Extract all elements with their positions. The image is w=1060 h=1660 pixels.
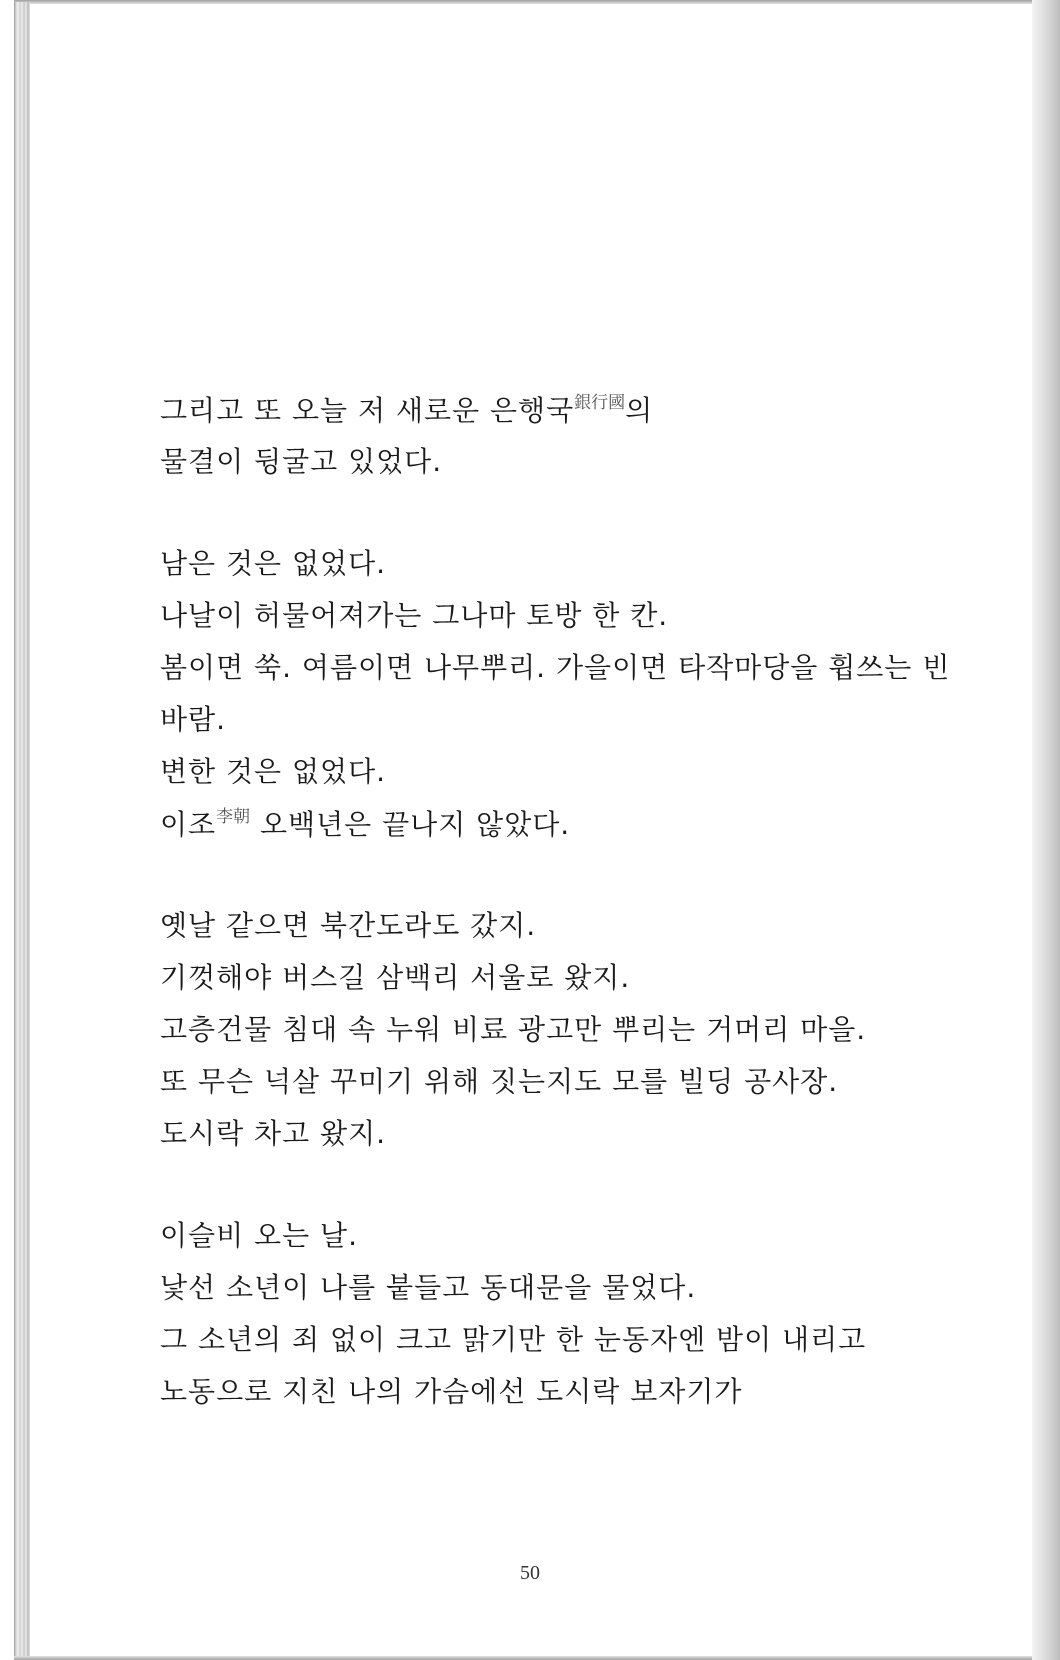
poem-line [160, 388, 653, 429]
page-edge-top [14, 0, 1036, 4]
poem-line [160, 802, 570, 843]
line-text: 남은 것은 없었다. [160, 547, 387, 580]
poem-line [160, 1266, 696, 1306]
line-text: 낯선 소년이 나를 붙들고 동대문을 물었다. [160, 1271, 697, 1304]
line-text: 기껏해야 버스길 삼백리 서울로 왔지. [160, 961, 631, 994]
poem-line [160, 904, 536, 944]
page-edge-left [14, 2, 30, 1656]
poem-line [160, 1370, 742, 1410]
poem-line [160, 1112, 386, 1152]
poem-line [160, 750, 386, 790]
poem-line [160, 956, 630, 996]
line-text: 물결이 뒹굴고 있었다. [160, 445, 443, 478]
page-edge-bottom [14, 1656, 1036, 1660]
line-text: 봄이면 쑥. 여름이면 나무뿌리. 가을이면 타작마당을 휩쓰는 빈 [160, 651, 951, 684]
line-text: 변한 것은 없었다. [160, 755, 387, 788]
poem-line [160, 594, 668, 634]
line-text: 도시락 차고 왔지. [160, 1117, 387, 1150]
line-text: 나날이 허물어져가는 그나마 토방 한 칸. [160, 599, 669, 632]
poem-line [160, 542, 386, 582]
line-text: 노동으로 지친 나의 가슴에선 도시락 보자기가 [160, 1375, 743, 1408]
line-text: 바람. [160, 703, 226, 736]
poem-line [160, 646, 950, 686]
line-text-tail: 의 [625, 394, 654, 427]
line-text-tail: 오백년은 끝나지 않았다. [250, 808, 571, 841]
line-text: 옛날 같으면 북간도라도 갔지. [160, 909, 537, 942]
page-edge-right [1032, 0, 1060, 1660]
line-text: 그리고 또 오늘 저 새로운 은행국 [160, 394, 575, 427]
poem-line [160, 698, 226, 738]
poem-line [160, 1214, 358, 1254]
poem-line [160, 1060, 838, 1100]
line-text: 또 무슨 넉살 꾸미기 위해 짓는지도 모를 빌딩 공사장. [160, 1065, 839, 1098]
line-text: 고층건물 침대 속 누워 비료 광고만 뿌리는 거머리 마을. [160, 1013, 867, 1046]
line-text: 그 소년의 죄 없이 크고 맑기만 한 눈동자엔 밤이 내리고 [160, 1323, 867, 1356]
page-number: 50 [520, 1562, 540, 1584]
poem-line [160, 440, 442, 480]
line-text: 이슬비 오는 날. [160, 1219, 358, 1252]
hanja-annotation: 李朝 [216, 807, 251, 827]
hanja-annotation: 銀行國 [574, 393, 626, 413]
poem-line [160, 1318, 866, 1358]
poem-line [160, 1008, 866, 1048]
line-text: 이조 [160, 808, 217, 841]
